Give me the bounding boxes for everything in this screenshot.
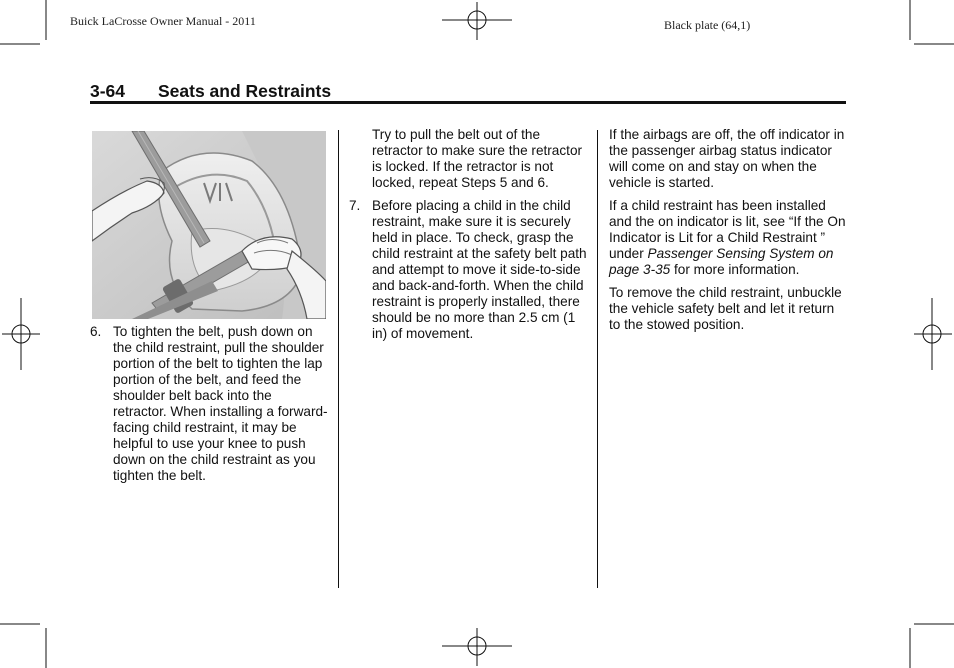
heading-rule <box>90 101 846 104</box>
on-page-text: on page <box>609 246 834 277</box>
cross-reference-link[interactable]: Passenger Sensing System <box>647 246 815 261</box>
manual-title: Buick LaCrosse Owner Manual - 2011 <box>70 14 256 28</box>
remove-restraint-paragraph: To remove the child restraint, unbuckle the vehicle safety belt and let it return to the stowed position. <box>609 285 842 332</box>
section-title: Seats and Restraints <box>158 81 332 101</box>
step-number: 6. <box>90 324 102 339</box>
step-text: Before placing a child in the child restraint, make sure it is securely held in place. To check, grasp the child restraint at the safety belt path and attempt to move it side-to-side and back-and-forth. When the child restraint is properly installed, there should be no more than 2.5 cm (1 in) of movement. <box>372 198 587 341</box>
on-indicator-paragraph <box>609 198 849 278</box>
page-heading <box>90 81 331 102</box>
page-number: 3-64 <box>90 81 126 101</box>
paragraph-text: If a child restraint has been installed and the on indicator is lit, see “If the On Indicator is Lit for a Child Restraint ” under <box>609 198 846 261</box>
step-7 <box>349 198 589 342</box>
paragraph-text-end: for more information. <box>670 262 800 277</box>
column-1 <box>90 324 328 484</box>
column-3 <box>609 127 849 340</box>
child-restraint-illustration <box>92 131 326 319</box>
step-6 <box>90 324 328 484</box>
column-divider-1 <box>338 130 339 588</box>
page-reference-link[interactable]: 3-35 <box>643 262 671 277</box>
column-2 <box>349 127 589 342</box>
step-text: To tighten the belt, push down on the child restraint, pull the shoulder portion of the belt to tighten the lap portion of the belt, and feed the shoulder belt back into the retractor. When installing a forward-facing child restraint, it may be helpful to use your knee to push down on the child restraint as you tighten the belt. <box>113 324 328 483</box>
column-divider-2 <box>597 130 598 588</box>
airbag-off-paragraph: If the airbags are off, the off indicator in the passenger airbag status indicator will come on and stay on when the vehicle is started. <box>609 127 845 190</box>
step-number: 7. <box>349 198 361 213</box>
step-continuation: Try to pull the belt out of the retractor to make sure the retractor is locked. If the retractor is not locked, repeat Steps 5 and 6. <box>372 127 583 190</box>
plate-label: Black plate (64,1) <box>664 18 751 32</box>
